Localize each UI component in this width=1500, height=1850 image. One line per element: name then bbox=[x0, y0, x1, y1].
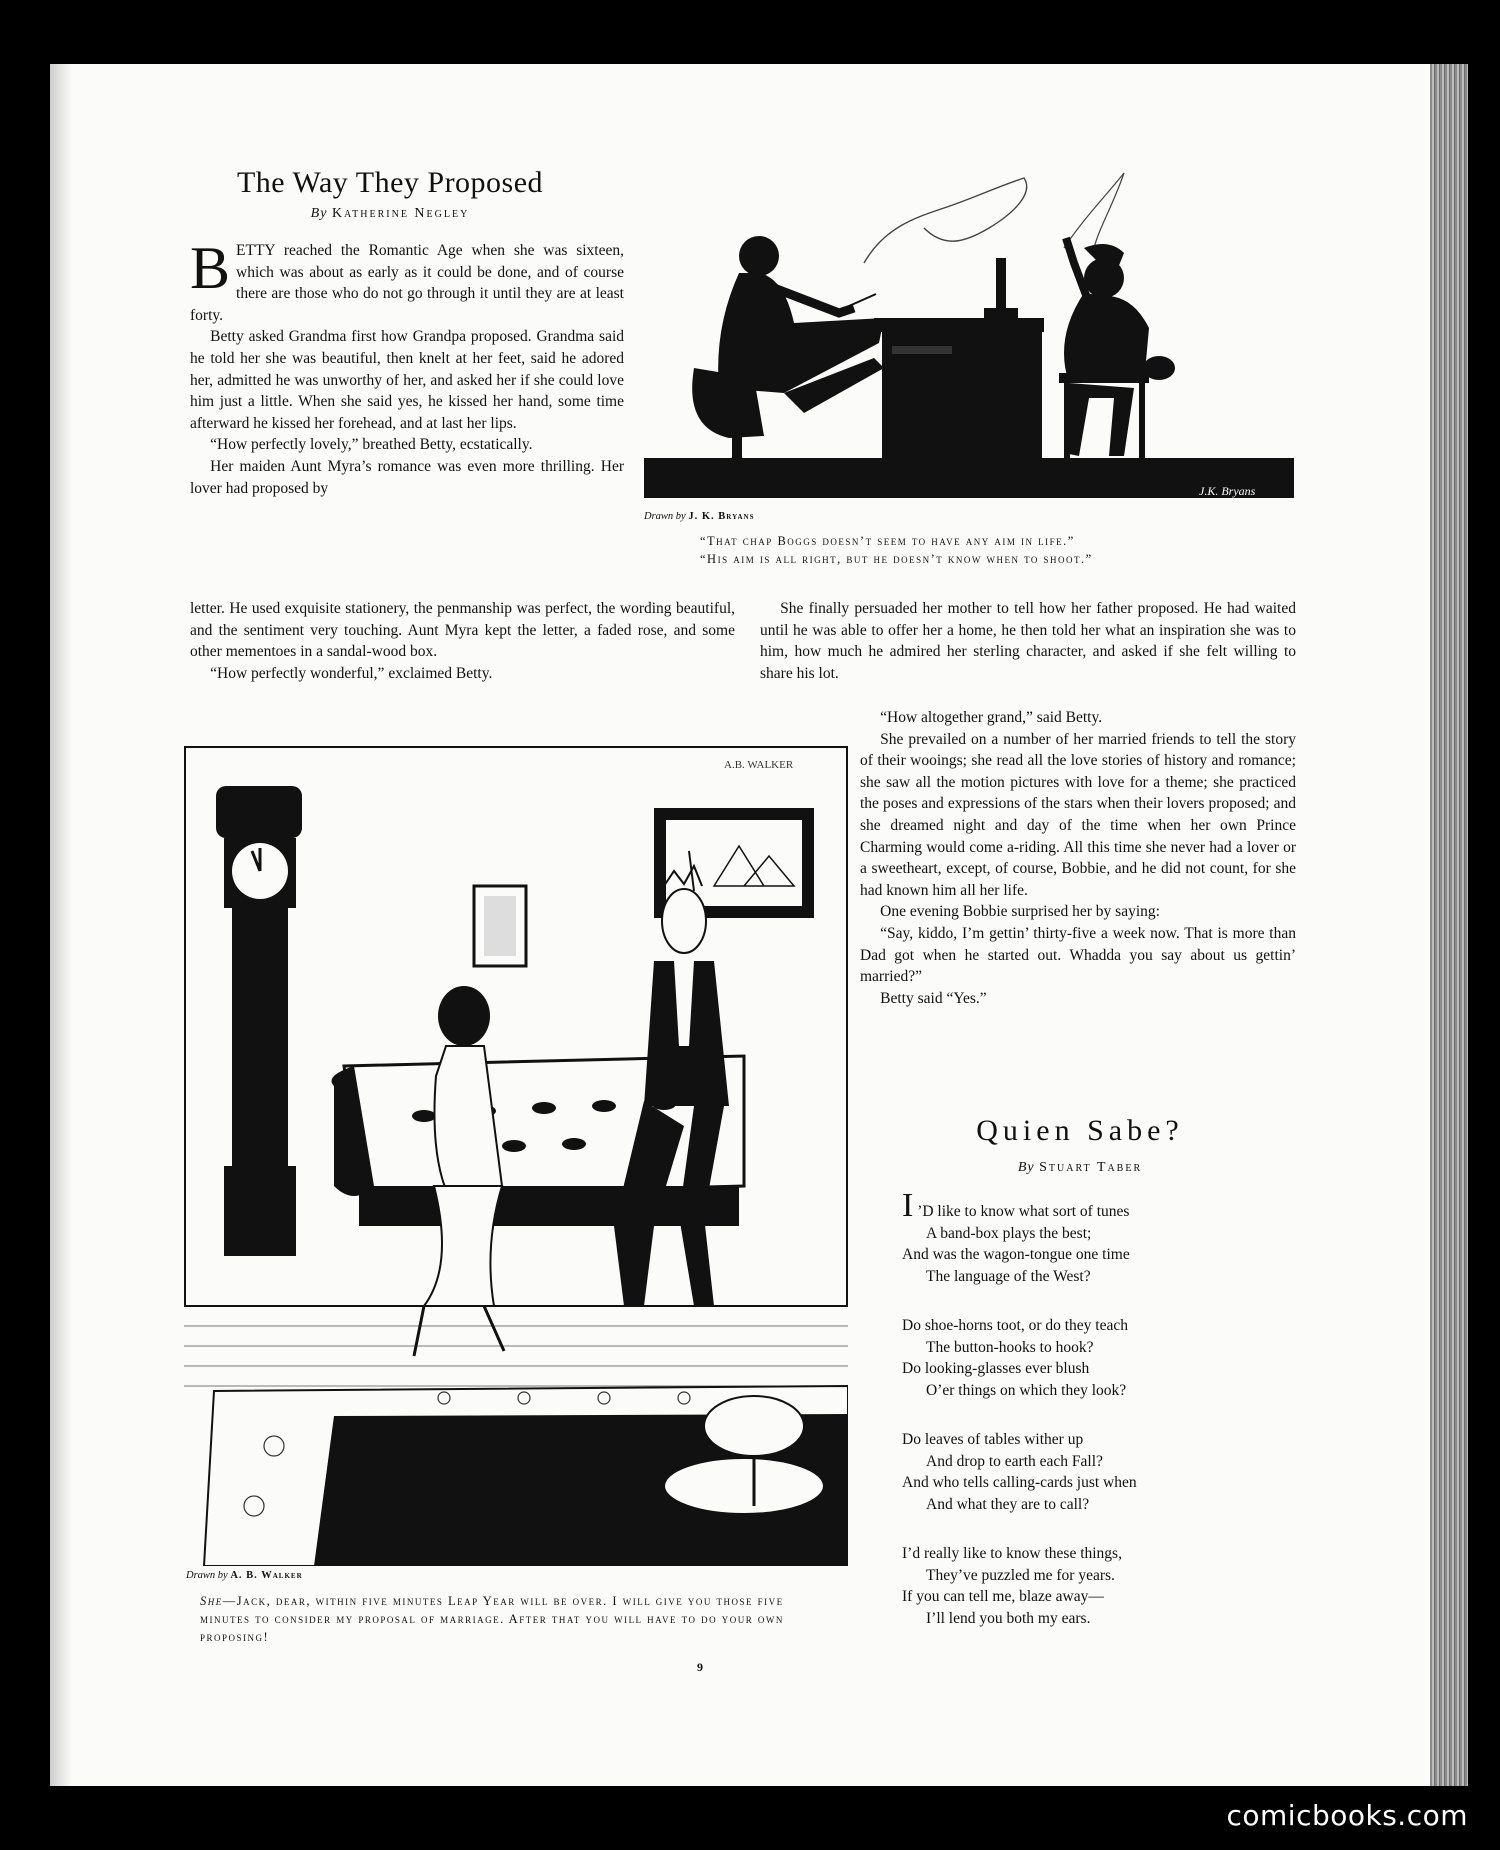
poem-line: Do looking-glasses ever blush bbox=[902, 1360, 1090, 1377]
poem-line: And who tells calling-cards just when bbox=[902, 1474, 1137, 1491]
credit-prefix: Drawn by bbox=[186, 1570, 228, 1581]
drop-cap: B bbox=[190, 235, 231, 301]
poem-line: I’d really like to know these things, bbox=[902, 1545, 1122, 1562]
poem-line: O’er things on which they look? bbox=[926, 1381, 1127, 1399]
cartoon-2-signature: A.B. WALKER bbox=[724, 759, 794, 771]
poem-stanza bbox=[902, 1543, 1282, 1629]
cartoon-2-caption bbox=[200, 1592, 820, 1646]
byline-prefix: By bbox=[310, 206, 328, 221]
book-page-edges bbox=[1430, 64, 1468, 1786]
page-number: 9 bbox=[697, 1660, 703, 1674]
poem-line: The button-hooks to hook? bbox=[926, 1338, 1094, 1356]
poem-line: They’ve puzzled me for years. bbox=[926, 1566, 1115, 1584]
poem-title: Quien Sabe? bbox=[976, 1114, 1184, 1147]
page-gutter bbox=[50, 64, 72, 1786]
poem-line: The language of the West? bbox=[926, 1267, 1091, 1285]
paragraph: ETTY reached the Romantic Age when she was sixteen, which was about as early as it could be done, and of course there are those who do not go through it until they are at least forty. bbox=[190, 242, 624, 324]
paragraph: She prevailed on a number of her married friends to tell the story of their wooings; she read all the love stories of history and romance; she saw all the motion pictures with love for a theme; she practiced the poses and expressions of the stars when their lovers proposed; and she dreamed night and day of the time when her own Prince Charming would come a-riding. All this time she never had a lover or a sweetheart, except, of course, Bobbie, and he did not count, for she had known him all her life. bbox=[860, 730, 1296, 899]
poem-body bbox=[902, 1187, 1282, 1657]
poem-line: Do shoe-horns toot, or do they teach bbox=[902, 1317, 1128, 1334]
cartoon-1-signature: J.K. Bryans bbox=[1199, 484, 1256, 498]
cartoon-1-caption bbox=[700, 532, 1300, 568]
article-column-1 bbox=[190, 235, 624, 499]
byline-prefix: By bbox=[1017, 1160, 1035, 1175]
article-column-1-continued bbox=[190, 598, 735, 684]
silhouette-cartoon bbox=[644, 168, 1296, 510]
paragraph: She finally persuaded her mother to tell how her father proposed. He had waited until he was able to offer her a home, he then told her what an inspiration she was to him, how much he admired her sterling character, and asked if she felt willing to share his lot. bbox=[760, 600, 1296, 682]
paragraph: “How altogether grand,” said Betty. bbox=[880, 709, 1103, 726]
living-room-cartoon bbox=[184, 746, 848, 1566]
credit-artist: A. B. Walker bbox=[230, 1570, 303, 1581]
paragraph: One evening Bobbie surprised her by saying: bbox=[880, 903, 1160, 921]
caption-line: “His aim is all right, but he doesn’t know when to shoot.” bbox=[700, 552, 1093, 566]
paragraph: “How perfectly lovely,” breathed Betty, ecstatically. bbox=[210, 436, 533, 454]
poem-line: And what they are to call? bbox=[926, 1495, 1090, 1513]
poem-line-text: ’D like to know what sort of tunes bbox=[917, 1203, 1130, 1220]
poem-line: And drop to earth each Fall? bbox=[926, 1452, 1103, 1470]
poem-drop-cap: I bbox=[902, 1187, 914, 1224]
caption-speaker: She bbox=[200, 1594, 223, 1608]
cartoon-2-credit bbox=[186, 1570, 303, 1581]
poem-line: Do leaves of tables wither up bbox=[902, 1431, 1084, 1448]
paragraph: Betty said “Yes.” bbox=[880, 989, 987, 1007]
site-watermark: comicbooks.com bbox=[1226, 1799, 1468, 1832]
paragraph: “How perfectly wonderful,” exclaimed Betty. bbox=[210, 664, 493, 682]
paragraph: letter. He used exquisite stationery, the penmanship was perfect, the wording beautiful, and the sentiment very touching. Aunt Myra kept the letter, a faded rose, and some other mementoes in a sandal-wood box. bbox=[190, 600, 735, 661]
credit-prefix: Drawn by bbox=[644, 511, 686, 522]
byline-author: Katherine Negley bbox=[331, 206, 470, 221]
paragraph: Betty asked Grandma first how Grandpa proposed. Grandma said he told her she was beautiful, then knelt at her feet, said he adored her, admitted he was unworthy of her, and asked her if she could love him just a little. When she said yes, he kissed her hand, some time afterward he kissed her forehead, and at last her lips. bbox=[190, 328, 624, 432]
cartoon-1-credit bbox=[644, 511, 755, 522]
byline-author: Stuart Taber bbox=[1039, 1160, 1143, 1175]
caption-line: “That chap Boggs doesn’t seem to have any aim in life.” bbox=[700, 534, 1075, 548]
credit-artist: J. K. Bryans bbox=[688, 511, 755, 522]
article-byline bbox=[190, 206, 590, 222]
poem-line: I’ll lend you both my ears. bbox=[926, 1609, 1091, 1627]
poem-stanza bbox=[902, 1187, 1282, 1287]
poem-stanza bbox=[902, 1315, 1282, 1401]
poem-byline bbox=[880, 1160, 1280, 1176]
poem-line: And was the wagon-tongue one time bbox=[902, 1246, 1130, 1263]
paragraph: Her maiden Aunt Myra’s romance was even more thrilling. Her lover had proposed by bbox=[190, 457, 624, 497]
article-column-2 bbox=[760, 598, 1296, 684]
poem-line: If you can tell me, blaze away— bbox=[902, 1588, 1104, 1605]
poem-line: A band-box plays the best; bbox=[926, 1224, 1092, 1242]
poem-stanza bbox=[902, 1429, 1282, 1515]
article-title: The Way They Proposed bbox=[236, 166, 544, 199]
article-column-2-lower bbox=[860, 707, 1296, 1009]
paragraph: “Say, kiddo, I’m gettin’ thirty-five a week now. That is more than Dad got when he started out. Whadda you say about us gettin’ married?” bbox=[860, 924, 1296, 986]
caption-text: —Jack, dear, within five minutes Leap Year will be over. I will give you those five minutes to consider my proposal of marriage. After that you will have to do your own proposing! bbox=[200, 1594, 784, 1644]
poem-line bbox=[902, 1187, 1282, 1224]
